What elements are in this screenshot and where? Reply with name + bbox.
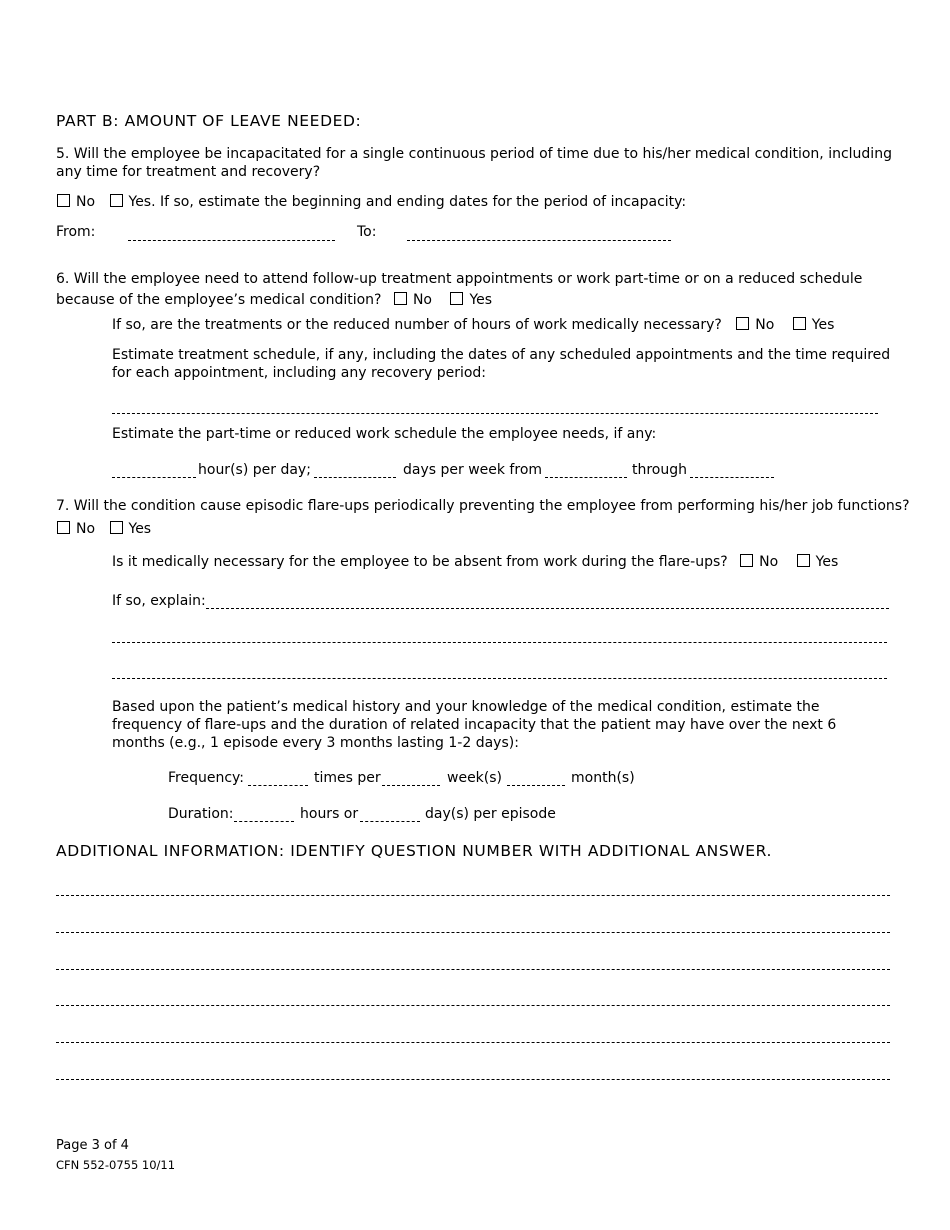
q5-from-field[interactable] bbox=[128, 240, 335, 241]
q7-times-field[interactable] bbox=[248, 785, 308, 786]
additional-info-heading: ADDITIONAL INFORMATION: IDENTIFY QUESTION NUMBER WITH ADDITIONAL ANSWER. bbox=[56, 842, 772, 860]
q7-months-label: month(s) bbox=[571, 770, 635, 786]
q6-through-field[interactable] bbox=[690, 477, 774, 478]
q6-line2-row bbox=[56, 292, 492, 308]
q6-sub1-yes-label: Yes bbox=[811, 317, 835, 333]
question-7-text: 7. Will the condition cause episodic flare-ups periodically preventing the employee from performing his/her job functions? bbox=[56, 498, 910, 514]
question-6-line2: because of the employee’s medical condition? bbox=[56, 292, 382, 308]
q5-no-checkbox[interactable] bbox=[57, 194, 70, 207]
additional-info-line-1[interactable] bbox=[56, 895, 890, 896]
q7-no-checkbox[interactable] bbox=[57, 521, 70, 534]
q5-options bbox=[57, 194, 686, 210]
q7-sub1-no-checkbox[interactable] bbox=[740, 554, 753, 567]
q6-from-field[interactable] bbox=[545, 477, 627, 478]
q6-sub1-no-checkbox[interactable] bbox=[736, 317, 749, 330]
q7-frequency-label: Frequency: bbox=[168, 770, 245, 786]
q7-yes-label: Yes bbox=[128, 521, 152, 537]
q6-yes-label: Yes bbox=[469, 292, 493, 308]
q7-explain-field-3[interactable] bbox=[112, 678, 887, 679]
q6-through-label: through bbox=[632, 462, 688, 478]
q7-sub1-yes-checkbox[interactable] bbox=[797, 554, 810, 567]
q7-explain-label: If so, explain: bbox=[112, 593, 206, 609]
q7-weeks-label: week(s) bbox=[447, 770, 503, 786]
q7-sub1-row bbox=[112, 554, 838, 570]
q7-weeks-field[interactable] bbox=[382, 785, 440, 786]
q5-yes-checkbox[interactable] bbox=[110, 194, 123, 207]
page-number: Page 3 of 4 bbox=[56, 1138, 129, 1153]
q6-no-label: No bbox=[412, 292, 432, 308]
q6-sub3-text: Estimate the part-time or reduced work schedule the employee needs, if any: bbox=[112, 426, 657, 442]
q6-sub2-text: Estimate treatment schedule, if any, including the dates of any scheduled appointments and the time required for each appointment, including any recovery period: bbox=[112, 347, 891, 381]
q7-no-label: No bbox=[76, 521, 96, 537]
q7-duration-hours-field[interactable] bbox=[234, 821, 294, 822]
additional-info-line-5[interactable] bbox=[56, 1042, 890, 1043]
additional-info-line-6[interactable] bbox=[56, 1079, 890, 1080]
q6-hours-label: hour(s) per day; bbox=[198, 462, 311, 478]
q7-times-per-label: times per bbox=[314, 770, 381, 786]
q5-yes-label: Yes. If so, estimate the beginning and ending dates for the period of incapacity: bbox=[128, 194, 687, 210]
q6-yes-checkbox[interactable] bbox=[450, 292, 463, 305]
part-b-heading: PART B: AMOUNT OF LEAVE NEEDED: bbox=[56, 112, 362, 130]
additional-info-line-2[interactable] bbox=[56, 932, 890, 933]
q6-no-checkbox[interactable] bbox=[394, 292, 407, 305]
q6-sub1-text: If so, are the treatments or the reduced number of hours of work medically necessary? bbox=[112, 317, 722, 333]
q7-hours-or-label: hours or bbox=[300, 806, 359, 822]
q7-explain-field-2[interactable] bbox=[112, 642, 887, 643]
question-5-text: 5. Will the employee be incapacitated for a single continuous period of time due to his/her medical condition, including any time for treatment and recovery? bbox=[56, 146, 892, 180]
q5-no-label: No bbox=[76, 194, 96, 210]
q6-hours-field[interactable] bbox=[112, 477, 196, 478]
q7-yes-checkbox[interactable] bbox=[110, 521, 123, 534]
q7-sub1-no-label: No bbox=[759, 554, 779, 570]
form-id: CFN 552-0755 10/11 bbox=[56, 1158, 176, 1172]
question-6-line1: 6. Will the employee need to attend follow-up treatment appointments or work part-time or on a reduced schedule bbox=[56, 271, 863, 287]
q6-sub1-row bbox=[112, 317, 834, 333]
additional-info-line-3[interactable] bbox=[56, 969, 890, 970]
additional-info-line-4[interactable] bbox=[56, 1005, 890, 1006]
q7-days-per-episode-label: day(s) per episode bbox=[425, 806, 556, 822]
q7-months-field[interactable] bbox=[507, 785, 565, 786]
q7-duration-days-field[interactable] bbox=[360, 821, 420, 822]
q5-from-label: From: bbox=[56, 224, 96, 240]
q7-explain-field-1[interactable] bbox=[206, 608, 889, 609]
q6-treatment-schedule-field[interactable] bbox=[112, 413, 878, 414]
q6-sub1-no-label: No bbox=[755, 317, 775, 333]
q7-history-text: Based upon the patient’s medical history and your knowledge of the medical condition, estimate the frequency of flare-ups and the duration of related incapacity that the patient may have over the next 6 months (e.g., 1 episode every 3 months lasting 1-2 days): bbox=[112, 699, 837, 751]
q5-to-label: To: bbox=[357, 224, 377, 240]
q6-sub1-yes-checkbox[interactable] bbox=[793, 317, 806, 330]
q7-duration-label: Duration: bbox=[168, 806, 234, 822]
q6-days-label: days per week from bbox=[403, 462, 543, 478]
q5-to-field[interactable] bbox=[407, 240, 671, 241]
q7-sub1-yes-label: Yes bbox=[815, 554, 839, 570]
q7-sub1-text: Is it medically necessary for the employee to be absent from work during the flare-ups? bbox=[112, 554, 728, 570]
q6-days-field[interactable] bbox=[314, 477, 396, 478]
q7-frequency-row bbox=[168, 770, 244, 786]
q7-options bbox=[57, 521, 151, 537]
